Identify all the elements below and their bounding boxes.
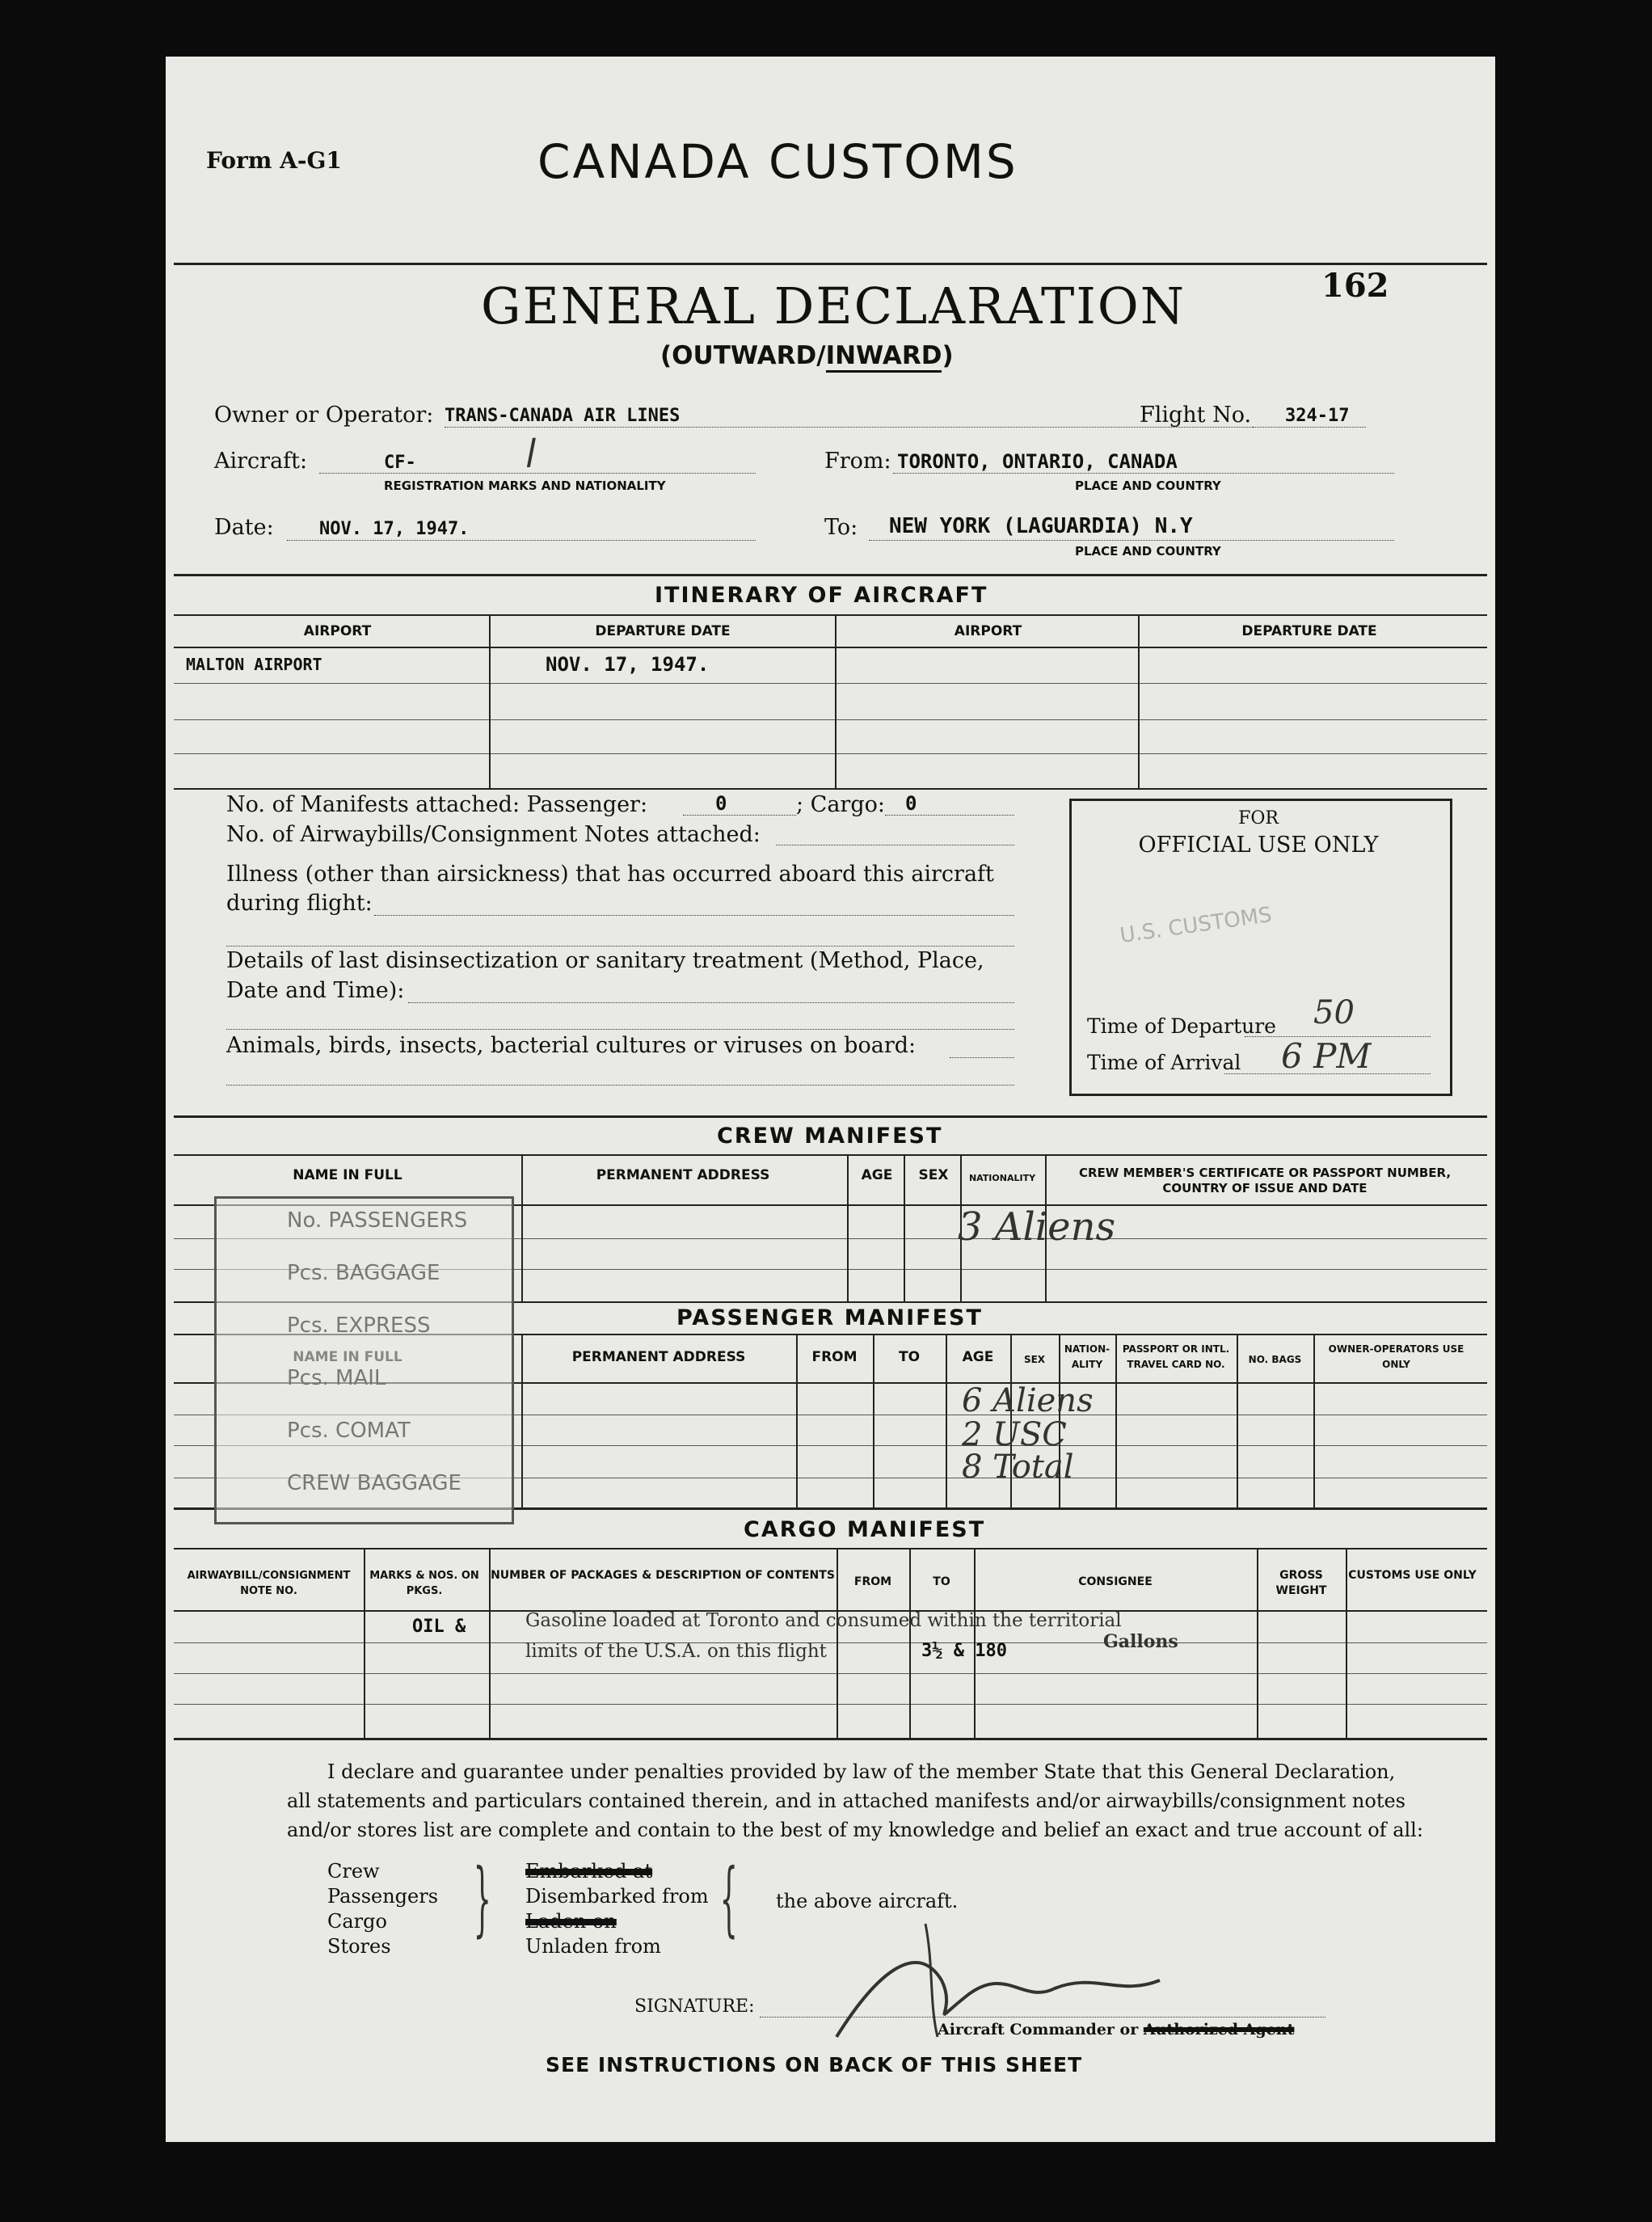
- cargo-header-customs: CUSTOMS USE ONLY: [1348, 1569, 1477, 1582]
- aircraft-value: CF-: [384, 453, 416, 473]
- crew-col-divider: [847, 1154, 849, 1301]
- crew-header-nationality: NATIONALITY: [968, 1173, 1036, 1183]
- flight-value: 324-17: [1285, 406, 1350, 426]
- official-stamp-faint: U.S. CUSTOMS: [1118, 902, 1274, 949]
- itinerary-row-airport: MALTON AIRPORT: [186, 655, 322, 674]
- cargo-row-line: [174, 1704, 1487, 1705]
- departure-time-label: Time of Departure: [1087, 1014, 1276, 1038]
- cargo-col-divider: [837, 1548, 838, 1738]
- itinerary-col-divider: [1138, 614, 1140, 788]
- crew-header-sex: SEX: [918, 1167, 949, 1183]
- sheet-number: 162: [1321, 267, 1389, 305]
- passenger-title: PASSENGER MANIFEST: [676, 1305, 983, 1330]
- declaration-line-3: and/or stores list are complete and contain to the best of my knowledge and belief an exact and true account of all:: [287, 1819, 1423, 1841]
- itinerary-title: ITINERARY OF AIRCRAFT: [655, 583, 988, 608]
- cargo-header-marks: MARKS & NOS. ON PKGS.: [369, 1570, 479, 1597]
- form-number: Form A-G1: [206, 147, 342, 174]
- declaration-action-embarked: Embarked at: [525, 1860, 653, 1883]
- direction-separator: /: [816, 341, 826, 370]
- declaration-item-cargo: Cargo: [327, 1910, 387, 1933]
- cargo-marks-value: OIL &: [412, 1617, 466, 1637]
- cargo-description-line-2: limits of the U.S.A. on this flight: [525, 1641, 827, 1662]
- page-title: GENERAL DECLARATION: [481, 276, 1186, 335]
- flight-field-line: [1253, 427, 1366, 428]
- declaration-items: [327, 1859, 438, 1959]
- aircraft-handwritten-mark: ǀ: [525, 430, 537, 477]
- passenger-header-passport: PASSPORT OR INTL. TRAVEL CARD NO.: [1122, 1343, 1230, 1370]
- cargo-header-consignee: CONSIGNEE: [1078, 1575, 1153, 1588]
- crew-col-divider: [904, 1154, 905, 1301]
- cargo-bottom-border: [174, 1738, 1487, 1740]
- passenger-col-divider: [1313, 1334, 1315, 1507]
- crew-title-divider: [174, 1154, 1487, 1156]
- passenger-count-line: [683, 815, 796, 816]
- date-label: Date:: [214, 515, 274, 540]
- header-divider: [174, 263, 1487, 265]
- cargo-title-divider: [174, 1548, 1487, 1549]
- cargo-col-divider: [489, 1548, 491, 1738]
- declaration-tail: the above aircraft.: [776, 1890, 959, 1912]
- crew-header-name: NAME IN FULL: [293, 1167, 402, 1183]
- arrival-time-label: Time of Arrival: [1087, 1051, 1241, 1074]
- passenger-count-value: 0: [715, 792, 727, 815]
- from-caption: PLACE AND COUNTRY: [1075, 479, 1221, 493]
- stamp-line-mail: Pcs. MAIL: [287, 1366, 386, 1390]
- illness-line: [374, 915, 1014, 916]
- cargo-unit: Gallons: [1103, 1631, 1178, 1652]
- cargo-row-line: [174, 1642, 1487, 1643]
- to-value: NEW YORK (LAGUARDIA) N.Y: [889, 514, 1193, 538]
- direction-line: (OUTWARD/INWARD): [660, 341, 954, 370]
- to-label: To:: [824, 515, 858, 540]
- cargo-header-gross: GROSS WEIGHT: [1275, 1569, 1327, 1597]
- stamp-line-passengers: No. PASSENGERS: [287, 1208, 468, 1233]
- declaration-left-brace: }: [473, 1851, 491, 1946]
- crew-header-address: PERMANENT ADDRESS: [596, 1167, 770, 1183]
- passenger-header-age: AGE: [962, 1349, 994, 1365]
- header-canada-customs: CANADA CUSTOMS: [537, 134, 1018, 189]
- passenger-header-to: TO: [898, 1349, 921, 1365]
- itinerary-header-date-1: DEPARTURE DATE: [595, 623, 731, 639]
- cargo-header-airwaybill: AIRWAYBILL/CONSIGNMENT NOTE NO.: [187, 1570, 351, 1597]
- to-field-line: [869, 540, 1394, 541]
- passenger-header-address: PERMANENT ADDRESS: [571, 1349, 746, 1365]
- cargo-col-divider: [1346, 1548, 1347, 1738]
- signature-caption-agent: Authorized Agent: [1143, 2021, 1295, 2039]
- itinerary-col-divider: [489, 614, 491, 788]
- aircraft-field-line: [319, 473, 756, 474]
- declaration-action-unladen: Unladen from: [525, 1935, 661, 1958]
- signature-caption: [938, 2021, 1294, 2039]
- declaration-action-disembarked: Disembarked from: [525, 1885, 709, 1908]
- stamp-line-express: Pcs. EXPRESS: [287, 1313, 431, 1338]
- official-title: OFFICIAL USE ONLY: [1138, 833, 1379, 858]
- itinerary-row-date: NOV. 17, 1947.: [546, 653, 710, 676]
- declaration-right-brace: {: [719, 1851, 738, 1946]
- passenger-handwritten-total: 8 Total: [962, 1448, 1074, 1486]
- declaration-item-passengers: Passengers: [327, 1885, 439, 1908]
- signature-caption-commander: Aircraft Commander or: [938, 2021, 1139, 2039]
- itinerary-header-airport-2: AIRPORT: [954, 623, 1022, 639]
- departure-time-value: 50: [1313, 994, 1355, 1031]
- date-value: NOV. 17, 1947.: [319, 519, 470, 539]
- itinerary-bottom-border: [174, 788, 1487, 790]
- aircraft-label: Aircraft:: [214, 449, 308, 474]
- passenger-handwritten-aliens: 6 Aliens: [962, 1382, 1094, 1419]
- declaration-actions: [525, 1859, 709, 1959]
- direction-outward: OUTWARD: [672, 341, 817, 370]
- itinerary-top-border: [174, 574, 1487, 576]
- cargo-title: CARGO MANIFEST: [744, 1517, 986, 1542]
- itinerary-header-airport-1: AIRPORT: [303, 623, 372, 639]
- illness-label-2: during flight:: [226, 891, 373, 916]
- date-field-line: [287, 540, 756, 541]
- passenger-col-divider: [796, 1334, 798, 1507]
- footer-instructions: SEE INSTRUCTIONS ON BACK OF THIS SHEET: [546, 2053, 1083, 2077]
- passenger-header-nationality: NATION-ALITY: [1064, 1343, 1110, 1370]
- airwaybills-label: No. of Airwaybills/Consignment Notes attached:: [226, 822, 761, 847]
- passenger-header-from: FROM: [811, 1349, 858, 1365]
- passenger-col-divider: [946, 1334, 947, 1507]
- illness-label-1: Illness (other than airsickness) that has occurred aboard this aircraft: [226, 862, 994, 887]
- flight-label: Flight No.: [1140, 403, 1252, 428]
- cargo-quantity: 3½ & 180: [921, 1641, 1007, 1661]
- declaration-action-laden: Laden on: [525, 1910, 617, 1933]
- passenger-header-sex: SEX: [1023, 1354, 1046, 1365]
- manifests-label: [226, 792, 647, 817]
- animals-line-2: [226, 1085, 1014, 1086]
- passenger-count-label: Passenger:: [526, 792, 648, 817]
- declaration-line-1: I declare and guarantee under penalties provided by law of the member State that this General Declaration,: [327, 1760, 1396, 1783]
- cargo-col-divider: [364, 1548, 365, 1738]
- itinerary-header-divider: [174, 647, 1487, 648]
- crew-col-divider: [521, 1154, 523, 1301]
- animals-label: Animals, birds, insects, bacterial cultures or viruses on board:: [226, 1033, 917, 1058]
- stamp-line-baggage: Pcs. BAGGAGE: [287, 1261, 440, 1285]
- cargo-col-divider: [909, 1548, 911, 1738]
- crew-header-age: AGE: [861, 1167, 893, 1183]
- passenger-col-divider: [873, 1334, 874, 1507]
- manifests-label-text: No. of Manifests attached:: [226, 792, 520, 817]
- passenger-header-bags: NO. BAGS: [1248, 1354, 1302, 1365]
- passenger-header-owner: OWNER-OPERATORS USE ONLY: [1328, 1343, 1464, 1370]
- passenger-handwritten-usc: 2 USC: [962, 1416, 1067, 1453]
- stamp-line-crew-baggage: CREW BAGGAGE: [287, 1471, 461, 1495]
- cargo-col-divider: [1257, 1548, 1258, 1738]
- signature-label: SIGNATURE:: [634, 1996, 755, 2017]
- animals-line: [950, 1057, 1014, 1058]
- aircraft-caption: REGISTRATION MARKS AND NATIONALITY: [384, 479, 666, 493]
- illness-line-2: [226, 946, 1014, 947]
- itinerary-row-line: [174, 683, 1487, 684]
- cargo-count-value: 0: [905, 792, 917, 815]
- disinsect-label-1: Details of last disinsectization or sanitary treatment (Method, Place,: [226, 948, 984, 973]
- itinerary-row-line: [174, 719, 1487, 720]
- itinerary-row-line: [174, 753, 1487, 754]
- direction-inward: INWARD: [826, 341, 942, 373]
- owner-label: Owner or Operator:: [214, 403, 434, 428]
- crew-top-border: [174, 1115, 1487, 1118]
- itinerary-col-divider: [835, 614, 837, 788]
- declaration-item-stores: Stores: [327, 1935, 391, 1958]
- to-caption: PLACE AND COUNTRY: [1075, 544, 1221, 559]
- arrival-time-value: 6 PM: [1281, 1036, 1372, 1076]
- passenger-col-divider: [521, 1334, 523, 1507]
- declaration-item-crew: Crew: [327, 1860, 380, 1883]
- cargo-header-description: NUMBER OF PACKAGES & DESCRIPTION OF CONTENTS: [491, 1569, 835, 1582]
- crew-handwritten-aliens: 3 Aliens: [958, 1204, 1116, 1250]
- cargo-description-line-1: Gasoline loaded at Toronto and consumed within the territorial: [525, 1610, 1122, 1631]
- declaration-line-2: all statements and particulars contained therein, and in attached manifests and/or airwaybills/consignment notes: [287, 1790, 1405, 1812]
- crew-title: CREW MANIFEST: [717, 1124, 943, 1149]
- cargo-row-line: [174, 1673, 1487, 1674]
- passenger-col-divider: [1115, 1334, 1117, 1507]
- owner-value: TRANS-CANADA AIR LINES: [445, 406, 681, 426]
- cargo-count-line: [885, 815, 1014, 816]
- declaration-sheet: [166, 57, 1495, 2142]
- from-field-line: [893, 473, 1394, 474]
- disinsect-line-2: [226, 1029, 1014, 1030]
- passenger-col-divider: [1237, 1334, 1238, 1507]
- cargo-header-from: FROM: [853, 1575, 892, 1588]
- from-label: From:: [824, 449, 891, 474]
- itinerary-title-divider: [174, 614, 1487, 616]
- from-value: TORONTO, ONTARIO, CANADA: [897, 450, 1178, 473]
- disinsect-line: [408, 1002, 1014, 1003]
- stamp-line-comat: Pcs. COMAT: [287, 1419, 411, 1443]
- cargo-header-to: TO: [933, 1575, 950, 1588]
- itinerary-header-date-2: DEPARTURE DATE: [1241, 623, 1377, 639]
- crew-header-certificate: CREW MEMBER'S CERTIFICATE OR PASSPORT NUMBER, COUNTRY OF ISSUE AND DATE: [1078, 1166, 1452, 1195]
- disinsect-label-2: Date and Time):: [226, 978, 405, 1003]
- official-for: FOR: [1238, 808, 1279, 829]
- cargo-count-label: ; Cargo:: [796, 792, 885, 817]
